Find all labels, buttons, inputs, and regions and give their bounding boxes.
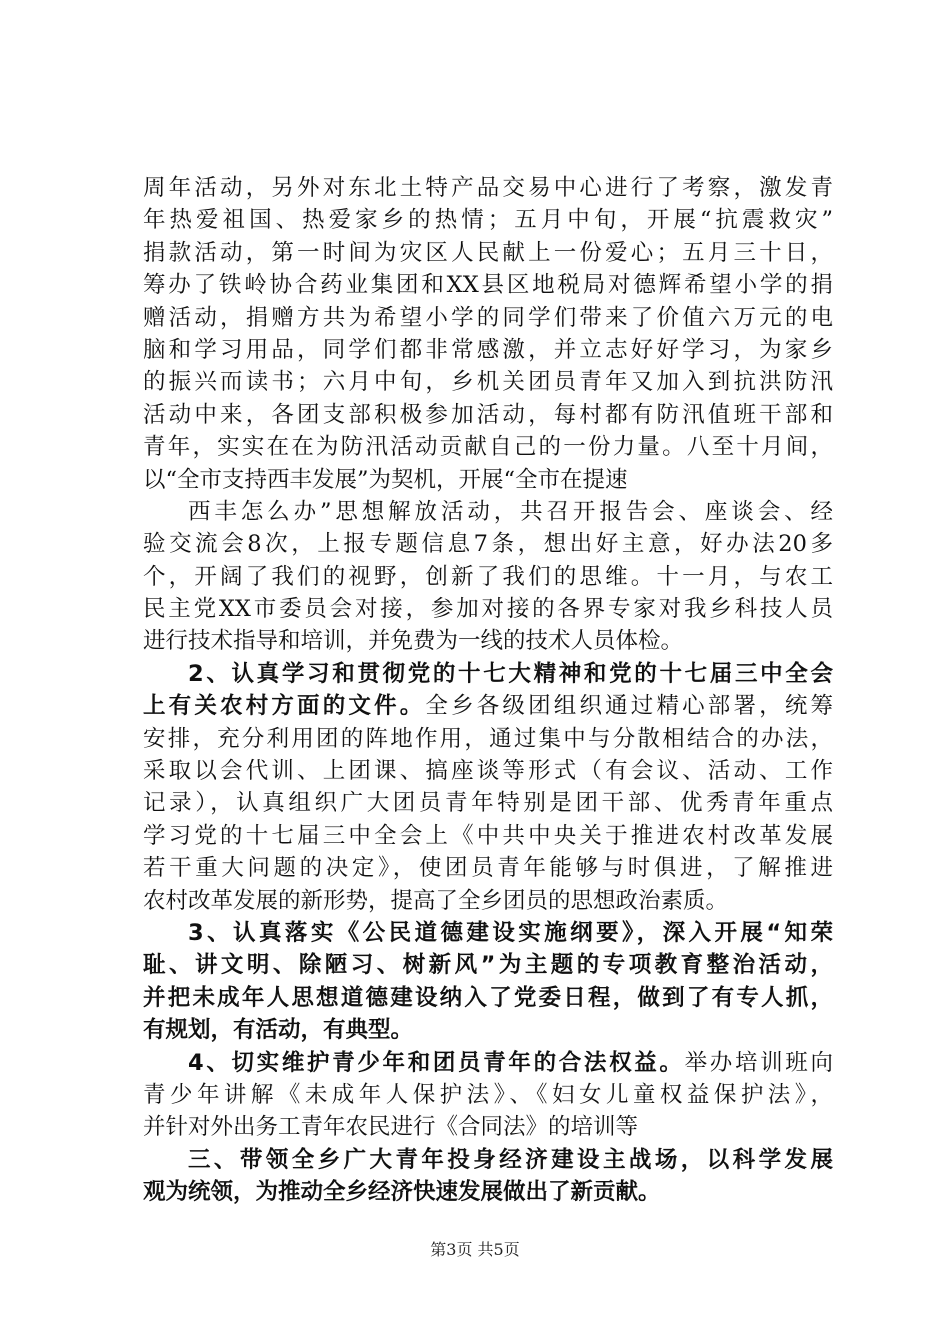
text-line [143,204,833,236]
line-text: 记录），认真组织广大团员青年特别是团干部、优秀青年重点 [143,790,833,817]
line-text: 民主党XX市委员会对接，参加对接的各界专家对我乡科技人员 [143,596,833,623]
text-line [143,625,833,657]
line-text: 周年活动，另外对东北土特产品交易中心进行了考察，激发青 [143,175,833,201]
text-line [143,1176,833,1208]
text-line [143,885,833,917]
line-text: 全乡各级团组织通过精心部署，统筹 [425,693,833,720]
line-text: 以“全市支持西丰发展”为契机，开展“全市在提速 [143,466,628,493]
page-footer: 第3页 共5页 [430,1240,520,1259]
text-line [143,852,833,884]
line-text: 学习党的十七届三中全会上《中共中央关于推进农村改革发展 [143,822,833,849]
text-line [143,1047,833,1079]
text-line [143,302,833,334]
text-line [143,723,833,755]
text-line [143,787,833,819]
line-text: 农村改革发展的新形势，提高了全乡团员的思想政治素质。 [143,887,729,914]
text-line [143,1111,833,1143]
line-text: 西丰怎么办”思想解放活动，共召开报告会、座谈会、经 [188,498,833,525]
line-text: 的振兴而读书；六月中旬，乡机关团员青年又加入到抗洪防汛 [143,369,833,396]
text-line [143,496,833,528]
text-line [143,658,833,690]
text-line [143,690,833,722]
text-line [143,237,833,269]
line-text: 进行技术指导和培训，并免费为一线的技术人员体检。 [143,628,684,655]
text-line [143,949,833,981]
text-line [143,334,833,366]
line-text: 并针对外出务工青年农民进行《合同法》的培训等 [143,1114,639,1141]
bold-heading-text: 有规划，有活动，有典型。 [143,1017,414,1044]
text-line [143,269,833,301]
line-text: 验交流会8次，上报专题信息7条，想出好主意，好办法20多 [143,531,833,558]
bold-heading-text: 3、认真落实《公民道德建设实施纲要》，深入开展“知荣 [188,919,833,946]
line-text: 青年，实实在在为防汛活动贡献自己的一份力量。八至十月间， [143,434,833,461]
text-line [143,172,833,204]
bold-heading-text: 三、带领全乡广大青年投身经济建设主战场，以科学发展 [188,1146,833,1173]
line-text: 安排，充分利用团的阵地作用，通过集中与分散相结合的办法， [143,725,833,752]
line-text: 赠活动，捐赠方共为希望小学的同学们带来了价值六万元的电 [143,304,833,331]
line-text: 捐款活动，第一时间为灾区人民献上一份爱心；五月三十日， [143,239,833,266]
text-line [143,593,833,625]
line-text: 举办培训班向 [684,1049,833,1076]
line-text: 采取以会代训、上团课、搞座谈等形式（有会议、活动、工作 [143,758,833,785]
text-line [143,431,833,463]
bold-heading-text: 2、认真学习和贯彻党的十七大精神和党的十七届三中全会 [188,660,833,687]
text-line [143,755,833,787]
line-text: 脑和学习用品，同学们都非常感激，并立志好好学习，为家乡 [143,336,833,363]
text-line [143,1144,833,1176]
bold-heading-text: 上有关农村方面的文件。 [143,693,426,720]
line-text: 青少年讲解《未成年人保护法》、《妇女儿童权益保护法》， [143,1081,833,1108]
text-line [143,982,833,1014]
text-line [143,366,833,398]
text-line [143,464,833,496]
text-line [143,1079,833,1111]
line-text: 筹办了铁岭协合药业集团和XX县区地税局对德辉希望小学的捐 [143,272,833,299]
body-text [143,172,833,1209]
bold-heading-text: 观为统领，为推动全乡经济快速发展做出了新贡献。 [143,1179,661,1206]
text-line [143,399,833,431]
line-text: 若干重大问题的决定》，使团员青年能够与时俱进，了解推进 [143,855,833,882]
text-line [143,528,833,560]
text-line [143,1014,833,1046]
bold-heading-text: 耻、讲文明、除陋习、树新风”为主题的专项教育整治活动， [143,952,833,979]
bold-heading-text: 4、切实维护青少年和团员青年的合法权益。 [188,1049,685,1076]
line-text: 个，开阔了我们的视野，创新了我们的思维。十一月，与农工 [143,563,833,590]
text-line [143,917,833,949]
bold-heading-text: 并把未成年人思想道德建设纳入了党委日程，做到了有专人抓， [143,984,833,1011]
text-line [143,820,833,852]
line-text: 活动中来，各团支部积极参加活动，每村都有防汛值班干部和 [143,401,833,428]
text-line [143,561,833,593]
line-text: 年热爱祖国、热爱家乡的热情；五月中旬，开展“抗震救灾” [143,207,833,234]
